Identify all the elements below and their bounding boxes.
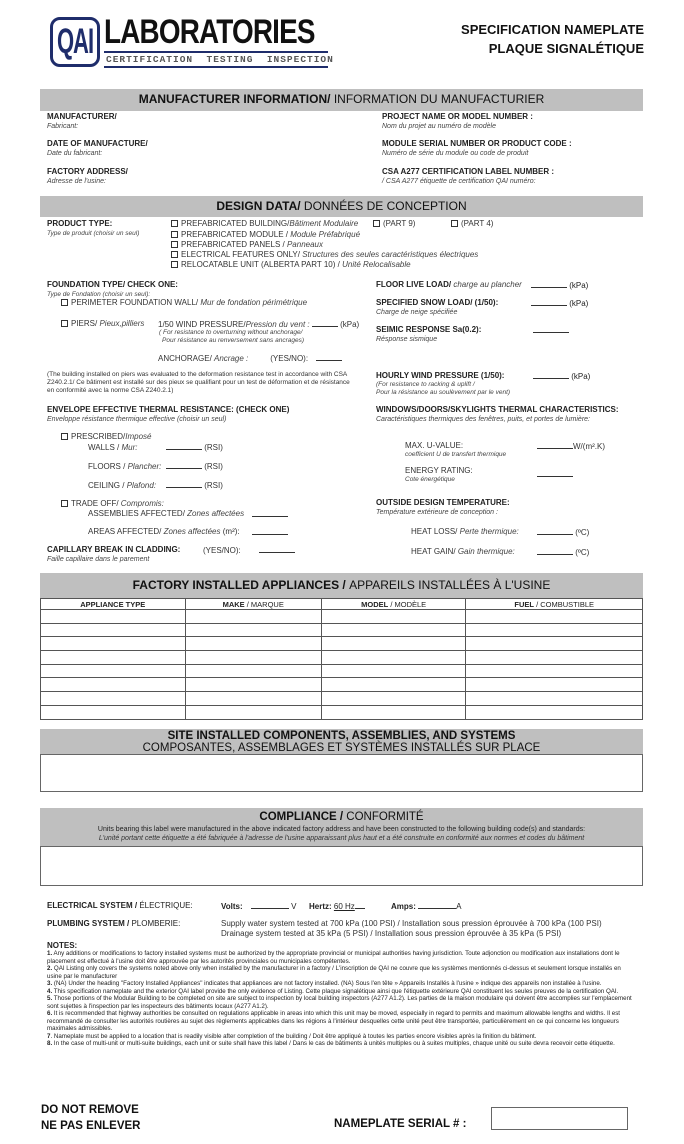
heat-loss-field[interactable]: HEAT LOSS/ Perte thermique: [411, 527, 519, 536]
note-item: 8. In the case of multi-unit or multi-suite buildings, each unit or suite shall have this label / Dans le cas de bâtiments à unités multiples ou à suites multiples, chaque unité ou suite devra recevoir cette étiquette. [47, 1040, 615, 1047]
floor-live-load-field[interactable]: FLOOR LIVE LOAD/ charge au plancher [376, 280, 522, 289]
module-serial-field[interactable]: MODULE SERIAL NUMBER OR PRODUCT CODE : Numéro de série du module ou code de produit [382, 139, 572, 157]
section-site-installed-heading: SITE INSTALLED COMPONENTS, ASSEMBLIES, AND SYSTEMS COMPOSANTES, ASSEMBLAGES ET SYSTÈMES INSTALLÉS SUR PLACE [40, 729, 643, 754]
wind-pressure-note: ( For resistance to overturning without anchorage/ Pour résistance au renversement sans ancrages) [159, 329, 304, 344]
nameplate-serial-input[interactable] [491, 1107, 628, 1130]
piers-evaluation-note: (The building installed on piers was evaluated to the deformation resistance test in accordance with CSA Z240.2.1/ Ce bâtiment est installé sur des pieux se qualifiant pour un test de déformation et de résistance en conformité avec la norme CSA Z240.2.1) [47, 371, 350, 394]
factory-address-field[interactable]: FACTORY ADDRESS/ Adresse de l'usine: [47, 167, 128, 185]
manufacturer-field[interactable]: MANUFACTURER/ Fabricant: [47, 112, 117, 130]
capillary-break-field[interactable]: CAPILLARY BREAK IN CLADDING: Faille capillaire dans le parement [47, 545, 181, 563]
product-type-label: PRODUCT TYPE: Type de produit (choisir un seul) [47, 219, 140, 237]
amps-field[interactable]: Amps: A [391, 902, 462, 911]
checkbox[interactable] [451, 220, 458, 227]
notes-heading: NOTES: [47, 941, 78, 950]
checkbox[interactable] [61, 500, 68, 507]
checkbox[interactable] [373, 220, 380, 227]
option-part-9[interactable]: (PART 9) [373, 219, 415, 229]
option-prescribed[interactable]: PRESCRIBED/Imposé [61, 432, 151, 442]
option-perimeter-wall[interactable]: PERIMETER FOUNDATION WALL/ Mur de fondation périmétrique [61, 298, 307, 308]
hertz-field[interactable]: Hertz: 60 Hz [309, 901, 365, 912]
snow-load-field[interactable]: SPECIFIED SNOW LOAD/ (1/50): Charge de neige spécifiée [376, 298, 499, 316]
checkbox[interactable] [171, 220, 178, 227]
option-relocatable-unit[interactable]: RELOCATABLE UNIT (ALBERTA PART 10) / Unité Relocalisable [171, 260, 478, 270]
option-part-4[interactable]: (PART 4) [451, 219, 493, 229]
note-item: 2. QAI Listing only covers the systems noted above only when installed by the manufacturer in a factory / L'inscription de QAI ne couvre que les systèmes mentionnés ci-dessus et seulement lorsque installés en usine par le manufacturer [47, 965, 621, 980]
option-trade-off[interactable]: TRADE OFF/ Compromis: [61, 499, 164, 509]
note-item: 7. Nameplate must be applied to a location that is readily visible after completion of the building / Doit être appliqué à toutes les parties encore visibles après la finition du bâtiment. [47, 1032, 537, 1040]
table-row[interactable] [41, 610, 643, 624]
plumbing-system-label: PLUMBING SYSTEM / PLOMBERIE: [47, 919, 181, 928]
walls-rsi-field[interactable]: WALLS / Mur: (RSI) [88, 443, 223, 452]
checkbox[interactable] [171, 261, 178, 268]
table-row[interactable] [41, 664, 643, 678]
envelope-resistance-label: ENVELOPE EFFECTIVE THERMAL RESISTANCE: (CHECK ONE) Enveloppe résistance thermique effective (choisir un seul) [47, 405, 290, 423]
document-title-en: SPECIFICATION NAMEPLATE [461, 22, 644, 37]
qai-logo [50, 13, 334, 69]
section-compliance-heading: COMPLIANCE / CONFORMITÉ Units bearing this label were manufactured in the above indicated factory address and have been constructed to the following building code(s) and standards: L'unité portant cette étiquette a été fabriquée à l'adresse de l'usine apparaissant plus haut et a été construite en conformité aux normes et codes du bâtiment [40, 808, 643, 846]
column-fuel: FUEL / COMBUSTIBLE [466, 599, 643, 610]
plumbing-test-details: Supply water system tested at 700 kPa (100 PSI) / Installation sous pression éprouvée à 700 kPa (100 PSI) Drainage system tested at 35 kPa (5 PSI) / Installation sous pression éprouvée à 35 kPa (5 PSI) [221, 919, 602, 938]
hourly-wind-pressure-field[interactable]: HOURLY WIND PRESSURE (1/50): (For resistance to racking & uplift / Pour la résistance au soulèvement par le vent) [376, 371, 511, 396]
windows-thermal-label: WINDOWS/DOORS/SKYLIGHTS THERMAL CHARACTERISTICS: Caractéristiques thermiques des fenêtres, puits, et portes de lumière: [376, 405, 619, 423]
product-type-options [171, 219, 478, 270]
checkbox[interactable] [61, 299, 68, 306]
ceiling-rsi-field[interactable]: CEILING / Plafond: (RSI) [88, 481, 223, 490]
option-prefab-module[interactable]: PREFABRICATED MODULE / Module Préfabriqué [171, 230, 478, 240]
volts-field[interactable]: Volts: V [221, 902, 297, 911]
option-piers[interactable]: PIERS/ Pieux,pilliers [61, 319, 144, 329]
checkbox[interactable] [171, 251, 178, 258]
table-row[interactable] [41, 651, 643, 665]
areas-affected-field[interactable]: AREAS AFFECTED/ Zones affectées (m²): [88, 527, 240, 536]
note-item: 4. This specification nameplate and the exterior QAI label provide the only evidence of Listing. Cette plaque signalétique ainsi que l'étiquette extérieure QAI constituent les seules preuves de la certification QAI. [47, 987, 619, 995]
date-of-manufacture-field[interactable]: DATE OF MANUFACTURE/ Date du fabricant: [47, 139, 148, 157]
section-manufacturer-heading: MANUFACTURER INFORMATION/ INFORMATION DU MANUFACTURIER [40, 89, 643, 111]
energy-rating-field[interactable]: ENERGY RATING: Cote énergétique [405, 466, 473, 483]
logo-name: LABORATORIES [104, 13, 315, 51]
site-installed-input-box[interactable] [40, 754, 643, 792]
checkbox[interactable] [171, 241, 178, 248]
table-row[interactable] [41, 623, 643, 637]
column-make: MAKE / MARQUE [185, 599, 321, 610]
wind-pressure-field[interactable]: 1/50 WIND PRESSURE/Pression du vent : (kPa) [158, 320, 360, 329]
floors-rsi-field[interactable]: FLOORS / Plancher: (RSI) [88, 462, 223, 471]
logo-mark: QAI [50, 17, 100, 67]
option-prefab-panels[interactable]: PREFABRICATED PANELS / Panneaux [171, 240, 478, 250]
table-row[interactable] [41, 678, 643, 692]
column-appliance-type: APPLIANCE TYPE [41, 599, 186, 610]
note-item: 3. (NA) Under the heading "Factory Installed Appliances" indicates that appliances are not factory installed. (NA) Sous l'en tête » Appareils Installés à l'usine » indique des appareils non installée à l'usine. [47, 980, 602, 987]
option-electrical-only[interactable]: ELECTRICAL FEATURES ONLY/ Structures des seules caractéristiques électriques [171, 250, 478, 260]
table-row[interactable] [41, 705, 643, 719]
table-header-row [41, 599, 643, 610]
assemblies-affected-field[interactable]: ASSEMBLIES AFFECTED/ Zones affectées [88, 509, 245, 518]
column-model: MODEL / MODÈLE [321, 599, 466, 610]
electrical-system-label: ELECTRICAL SYSTEM / ÉLECTRIQUE: [47, 901, 193, 910]
table-row[interactable] [41, 637, 643, 651]
note-item: 1. Any additions or modifications to factory installed systems must be authorized by the appropriate provincial or municipal authorities having jurisdiction. Toute adjonction ou modification aux installations dont le placement est effectué à l'usine doit être approuvée par les autorités provinciales ou municipales compétentes. [47, 950, 620, 965]
heat-gain-field[interactable]: HEAT GAIN/ Gain thermique: [411, 547, 515, 556]
section-appliances-heading: FACTORY INSTALLED APPLIANCES / APPAREILS INSTALLÉES À L'USINE [40, 573, 643, 598]
checkbox[interactable] [171, 231, 178, 238]
notes-list [47, 950, 637, 1048]
seismic-response-field[interactable]: SEIMIC RESPONSE Sa(0.2): Résponse sismique [376, 325, 482, 343]
section-design-heading: DESIGN DATA/ DONNÉES DE CONCEPTION [40, 196, 643, 217]
foundation-type-label: FOUNDATION TYPE/ CHECK ONE: Type de Fondation (choisir un seul): [47, 280, 178, 298]
note-item: 6. It is recommended that highway authorities be consulted on regulations applicable in areas into which this unit may be moved, especially in regard to permits and maximum allowable lengths and widths. Il est recommandé de consulter les autorités routières au sujet des règlements applicables dans les régions à l'intérieur desquelles cette unité peut être transportée, particulièrement en ce qui concerne les longueurs maximales admissibles. [47, 1010, 621, 1032]
csa-label-number-field[interactable]: CSA A277 CERTIFICATION LABEL NUMBER : / CSA A277 étiquette de certification QAI numéro: [382, 167, 555, 185]
anchorage-field[interactable]: ANCHORAGE/ Ancrage : (YES/NO): [158, 353, 342, 364]
compliance-input-box[interactable] [40, 846, 643, 886]
outside-design-temp-label: OUTSIDE DESIGN TEMPERATURE: Température extérieure de conception : [376, 498, 510, 516]
option-prefab-building[interactable]: PREFABRICATED BUILDING/Bâtiment Modulaire [171, 219, 478, 230]
do-not-remove-warning: DO NOT REMOVE NE PAS ENLEVER [41, 1104, 141, 1132]
checkbox[interactable] [61, 320, 68, 327]
note-item: 5. Those portions of the Modular Building to be completed on site are subject to inspection by local building inspectors (A277 A1.2). Les parties de la maison modulaire qui doivent être accomplies sur l'emplacement sont sujettes à l'inspection par les inspecteurs des bâtiments locaux (A277 A1.2). [47, 995, 632, 1010]
table-row[interactable] [41, 692, 643, 706]
logo-tagline: CERTIFICATION TESTING INSPECTION [106, 54, 334, 65]
project-name-field[interactable]: PROJECT NAME OR MODEL NUMBER : Nom du projet au numéro de modèle [382, 112, 533, 130]
nameplate-serial-label: NAMEPLATE SERIAL # : [334, 1118, 467, 1130]
checkbox[interactable] [61, 433, 68, 440]
document-title-fr: PLAQUE SIGNALÉTIQUE [488, 41, 644, 56]
max-u-value-field[interactable]: MAX. U-VALUE: coefficient U de transfert thermique [405, 441, 507, 458]
appliances-table [40, 598, 643, 720]
